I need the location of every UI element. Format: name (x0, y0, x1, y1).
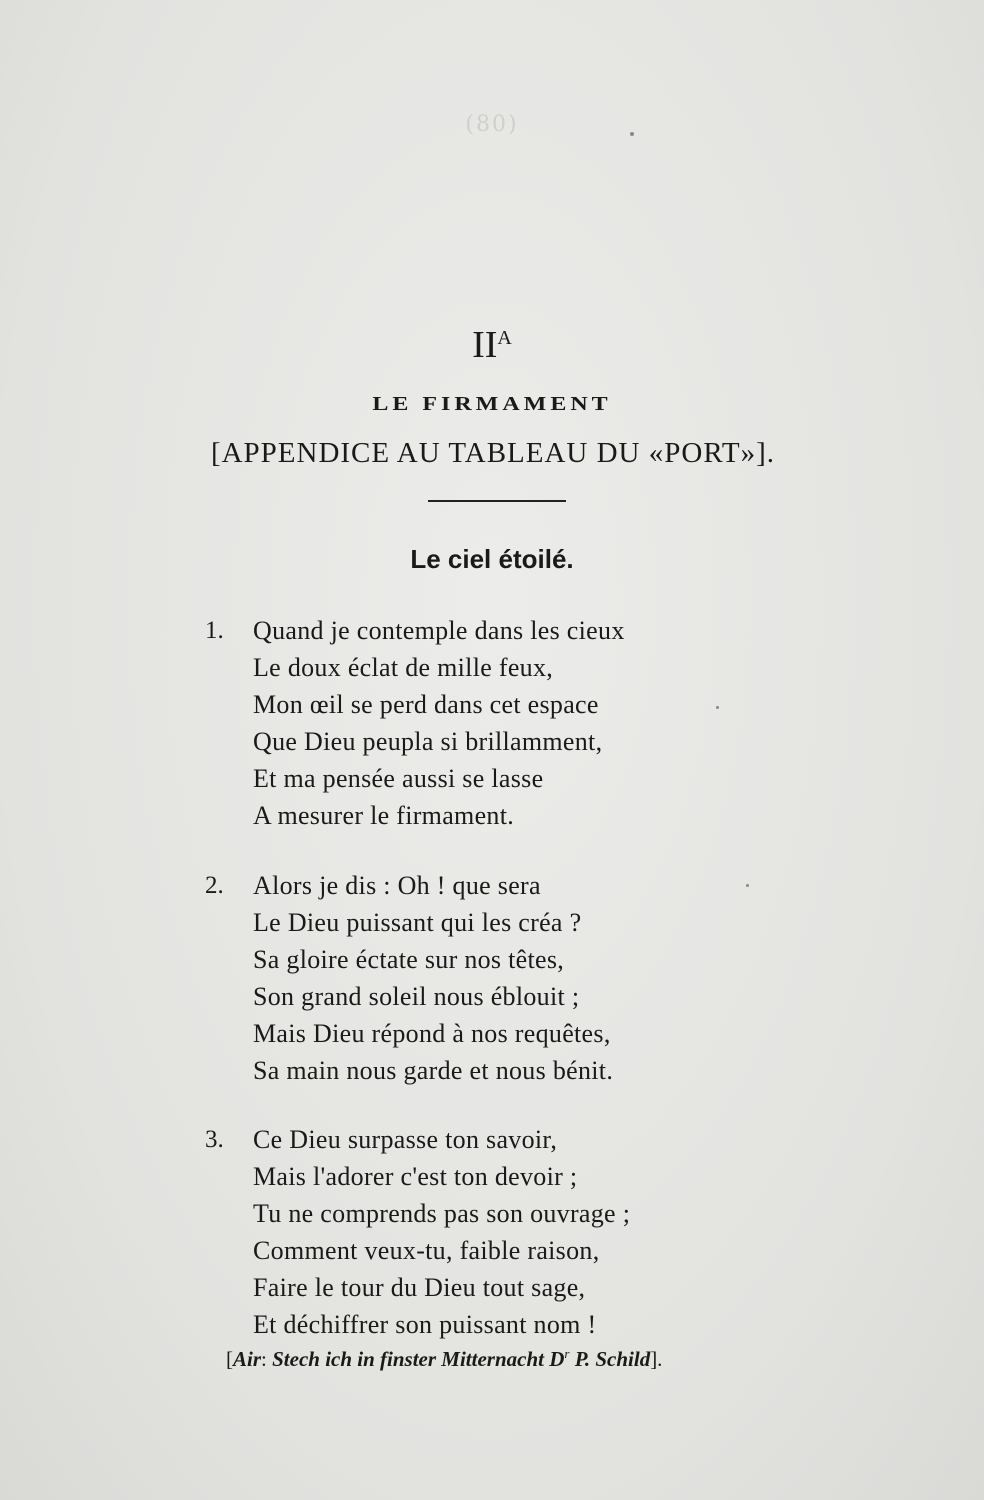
paper-speck (746, 884, 749, 887)
verse-line: Tu ne comprends pas son ouvrage ; (253, 1199, 631, 1228)
section-number (0, 326, 984, 364)
verse-line: Que Dieu peupla si brillamment, (253, 727, 603, 756)
verse-line: Quand je contemple dans les cieux (253, 616, 625, 645)
paper-speck (630, 132, 634, 136)
verse-line: Comment veux-tu, faible raison, (253, 1236, 600, 1265)
verse-line: Alors je dis : Oh ! que sera (253, 871, 541, 900)
air-colon: : (261, 1347, 267, 1371)
melody-name: Stech ich in finster Mitternacht (272, 1347, 544, 1371)
doctor-title: D (549, 1347, 565, 1371)
composer-name: P. Schild (574, 1347, 651, 1371)
verse-line: Son grand soleil nous éblouit ; (253, 982, 580, 1011)
section-number-suffix: A (497, 327, 512, 349)
melody-attribution (226, 1346, 846, 1373)
section-number-numeral: II (472, 324, 498, 366)
paper-speck (716, 706, 719, 709)
bracket-close: ]. (650, 1347, 663, 1371)
title-divider (428, 500, 566, 502)
verse-line: A mesurer le firmament. (253, 801, 515, 830)
chapter-title: LE FIRMAMENT (372, 392, 612, 416)
stanza-lines (253, 1121, 630, 1343)
stanza-number: 3. (205, 1126, 224, 1153)
verse-line: Faire le tour du Dieu tout sage, (253, 1273, 586, 1302)
verse-line: Le Dieu puissant qui les créa ? (253, 908, 582, 937)
verse-line: Ce Dieu surpasse ton savoir, (253, 1125, 558, 1154)
verse-line: Mon œil se perd dans cet espace (253, 690, 599, 719)
verse-line: Sa gloire éctate sur nos têtes, (253, 945, 565, 974)
verse-line: Mais Dieu répond à nos requêtes, (253, 1019, 611, 1048)
stanza-lines (253, 612, 625, 834)
page-number: (80) (465, 112, 519, 137)
hymn-title: Le ciel étoilé. (410, 544, 574, 574)
stanza-number: 1. (205, 617, 224, 644)
verse-line: Et ma pensée aussi se lasse (253, 764, 544, 793)
stanza-number: 2. (205, 872, 224, 899)
doctor-title-sup: r (564, 1346, 570, 1361)
chapter-subtitle: [APPENDICE AU TABLEAU DU «PORT»]. (210, 437, 776, 469)
verse-line: Sa main nous garde et nous bénit. (253, 1056, 614, 1085)
verse-line: Mais l'adorer c'est ton devoir ; (253, 1162, 578, 1191)
verse-line: Le doux éclat de mille feux, (253, 653, 554, 682)
stanza-lines (253, 867, 613, 1089)
verse-line: Et déchiffrer son puissant nom ! (253, 1310, 597, 1339)
air-label: Air (233, 1347, 262, 1371)
bracket-open: [ (226, 1347, 233, 1371)
